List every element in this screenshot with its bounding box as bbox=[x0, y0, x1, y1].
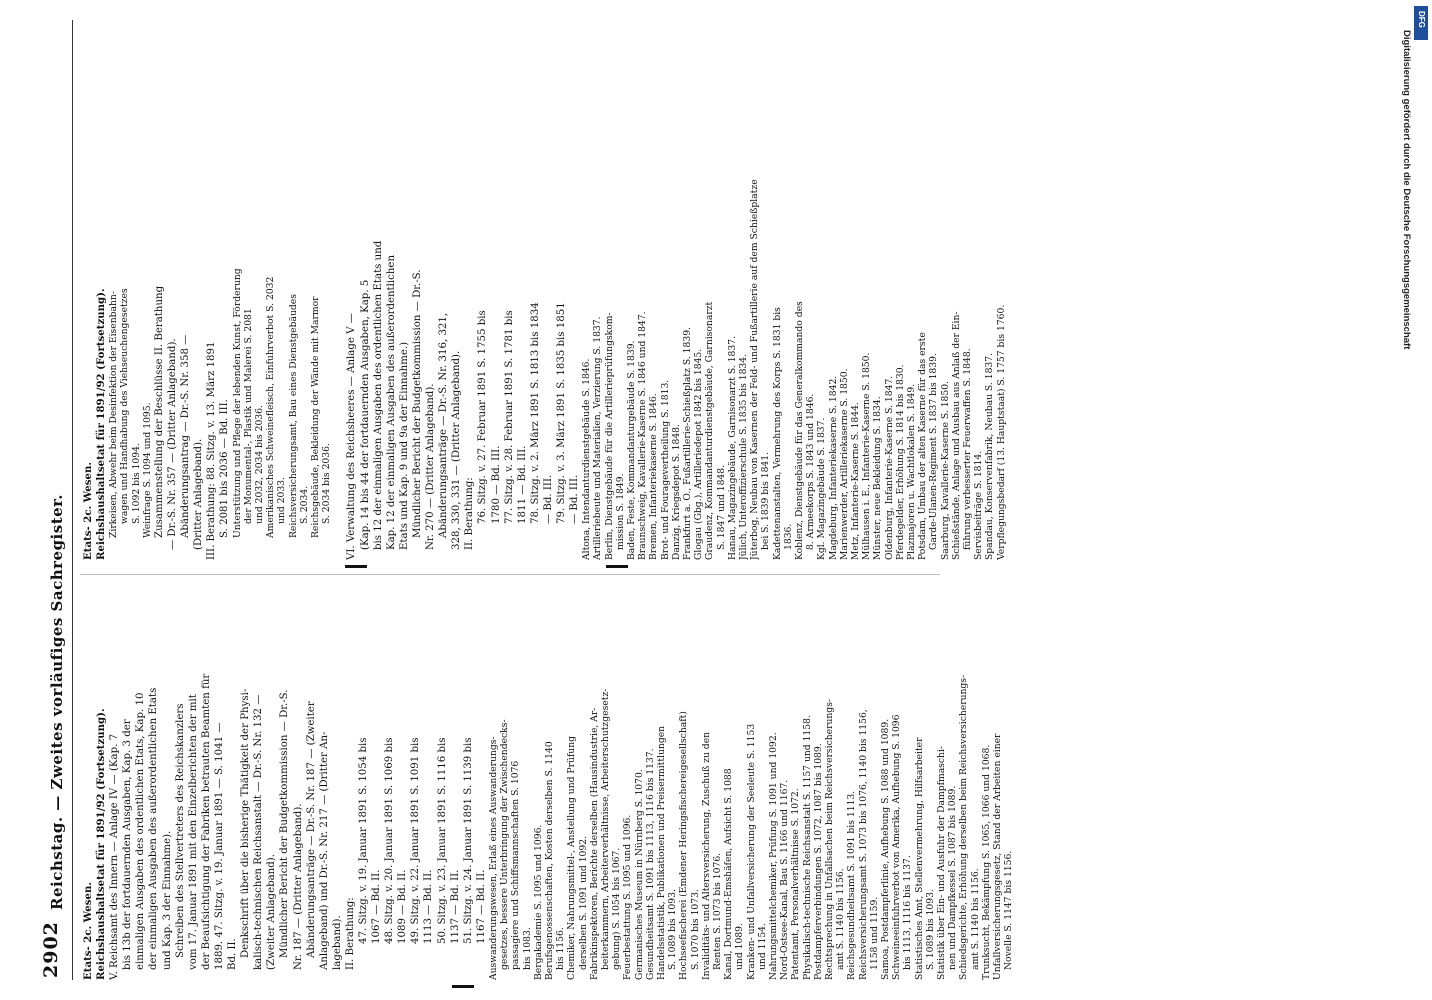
text-line: Münster, neue Bekleidung S. 1834. bbox=[872, 396, 884, 560]
text-line: 1167 — Bd. II. bbox=[475, 869, 487, 944]
text-line: bei S. 1839 bis 1841. bbox=[760, 451, 772, 550]
text-line: Kranken- und Unfallversicherung der Seeleute S. 1153 bbox=[745, 723, 757, 980]
text-line: amt S. 1140 bis 1156. bbox=[969, 868, 981, 970]
text-line: II. Berathung: bbox=[464, 477, 476, 550]
text-line: Denkschrift über die bisherige Thätigkeit der Physi- bbox=[240, 688, 252, 958]
text-line: Mündlicher Bericht der Budgetkommission — Dr.-S. bbox=[411, 269, 423, 538]
text-line: Hochseefischerei (Emdener Heringsfischereigesellschaft) bbox=[678, 711, 690, 980]
text-line: Rechtsprechung in Unfallsachen beim Reichsversicherungs- bbox=[824, 698, 835, 980]
text-line: 1113 — Bd. II. bbox=[423, 869, 435, 944]
text-line: Anlageband) und Dr.-S. Nr. 217 — (Dritter An- bbox=[318, 731, 330, 970]
text-line: Frankfurt a. O., Fußartillerie-Schießplatz S. 1839. bbox=[682, 327, 693, 560]
text-line: Abänderungsanträge — Dr.-S. Nr. 187 — (Zweiter bbox=[305, 701, 317, 958]
text-line: Reichsgebäude, Bekleidung der Wände mit Marmor bbox=[309, 296, 321, 538]
text-line: Renten S. 1073 bis 1076. bbox=[711, 852, 723, 970]
text-line: gebung) S. 1054 bis 1067. bbox=[611, 847, 623, 970]
text-line: II. Berathung: bbox=[344, 897, 356, 970]
text-line: Novelle S. 1147 bis 1156. bbox=[1003, 850, 1015, 970]
text-line: und 1089. bbox=[734, 923, 746, 970]
text-line: Spandau, Konservenfabrik, Neubau S. 1837. bbox=[984, 352, 996, 560]
text-line: Zirkeisen, Abwehr beim Desinfektion der Eisenbahn- bbox=[108, 291, 120, 538]
text-line: Koblenz, Dienstgebäude für das Generalkommando des bbox=[794, 301, 806, 560]
running-head: Reichstag. — Zweites vorläufiges Sachregister. bbox=[48, 494, 66, 910]
text-line: 1836. bbox=[782, 523, 794, 550]
text-line: wagen und Handhabung des Viehseuchengesetzes bbox=[119, 288, 131, 524]
text-line: 328, 330, 331 — (Dritter Anlageband). bbox=[451, 350, 463, 550]
text-line: Schweineeinfuhrverbot von Amerika, Aufhebung S. 1096 bbox=[891, 714, 903, 980]
text-line: Invaliditäts- und Altersversicherung, Zuschuß zu den bbox=[700, 731, 712, 980]
text-line: Etats- 2c. Wesen. bbox=[82, 882, 94, 980]
text-line: Gesundheitsamt S. 1091 bis 1113, 1116 bis 1137. bbox=[644, 748, 656, 980]
text-line: Bergakademie S. 1095 und 1096. bbox=[532, 824, 544, 980]
text-line: Altona, Intendanturdienstgebäude S. 1846. bbox=[581, 358, 593, 560]
text-line: Reichshaushaltsetat für 1891/92 (Fortsetzung). bbox=[95, 288, 108, 560]
text-line: Chemiker, Nahrungsmittel-, Anstellung und Prüfung bbox=[566, 735, 578, 980]
margin-marker bbox=[606, 565, 628, 568]
text-line: Etats und Kap. 9 und 9a der Einnahme.) bbox=[398, 341, 410, 550]
text-line: (Zweiter Anlageband). bbox=[266, 854, 278, 970]
text-line: 1780 — Bd. III. bbox=[490, 445, 502, 524]
text-line: — Bd. III. bbox=[569, 474, 581, 524]
text-line: und 1154. bbox=[756, 923, 768, 970]
left-column bbox=[82, 588, 1014, 980]
footer-text: Digitalisierung gefördert durch die Deutsche Forschungsgemeinschaft bbox=[1401, 30, 1412, 350]
text-line: derselben S. 1091 und 1092. bbox=[577, 835, 589, 970]
text-line: Etats- 2c. Wesen. bbox=[82, 462, 94, 560]
text-line: kalisch-technischen Reichsanstalt — Dr.-S. Nr. 132 — bbox=[253, 694, 265, 970]
text-line: S. 1092 bis 1094. bbox=[130, 443, 142, 524]
text-line: Fabrikinspektoren, Berichte derselben (Hausindustrie, Ar- bbox=[588, 707, 600, 980]
text-line: der einmaligen Ausgaben des außerordentlichen Etats bbox=[148, 687, 160, 970]
text-line: Auswanderungswesen, Erlaß eines Auswanderungs- bbox=[487, 736, 499, 980]
text-line: Berlin, Dienstgebäude für die Artillerieprüfungskom- bbox=[603, 312, 615, 560]
text-line: Trunksucht, Bekämpfung S. 1065, 1066 und 1068. bbox=[980, 744, 992, 980]
text-line: Patentamt, Personalverhältnisse S. 1072. bbox=[790, 788, 802, 980]
text-line: Unterstützung und Pflege der lebenden Kunst, Förderung bbox=[231, 268, 243, 538]
text-line: Plazmajoren u. Wachtlokalen S. 1849. bbox=[906, 383, 918, 560]
text-line: Hanau, Magazingebäude, Garnisonarzt S. 1837. bbox=[726, 336, 738, 560]
text-line: Servisbeiträge S. 1814. bbox=[973, 450, 985, 560]
text-line: 1137 — Bd. II. bbox=[449, 869, 461, 944]
text-line: und Kap. 3 der Einnahme). bbox=[161, 830, 173, 970]
text-line: Danzig, Kriegsdepot S. 1848. bbox=[670, 424, 682, 560]
text-line: 1158 und 1159. bbox=[868, 896, 880, 970]
text-line: 79. Sitzg. v. 3. März 1891 S. 1835 bis 1851 bbox=[555, 302, 567, 524]
text-line: der Monumental-, Plastik und Malerei S. 2081 bbox=[242, 308, 254, 524]
text-line: Bremen, Infanteriekaserne S. 1846. bbox=[648, 393, 660, 560]
text-line: V. Reichsamt des Innern — Anlage IV — (Kap. 7 bbox=[109, 733, 121, 980]
text-line: Verpflegungsbedarf (13. Hauptstaat) S. 1757 bis 1760. bbox=[995, 304, 1007, 560]
text-line: Reichsversicherungsamt S. 1073 bis 1076, 1140 bis 1156, bbox=[857, 709, 869, 980]
text-line: 8. Armeekorps S. 1843 und 1846. bbox=[805, 393, 817, 550]
text-line: 49. Sitzg. v. 22. Januar 1891 S. 1091 bis bbox=[410, 737, 422, 944]
text-line: Kgl. Magazingebäude S. 1837. bbox=[816, 417, 828, 560]
text-line: bis 1113, 1116 bis 1137. bbox=[902, 855, 914, 970]
text-line: S. 1070 bis 1073. bbox=[689, 889, 701, 970]
page-number: 2902 bbox=[40, 921, 62, 978]
text-line: Statistisches Amt, Stellenvermehrung, Hilfsarbeiter bbox=[913, 737, 925, 980]
text-line: Berufsgenossenschaften, Kosten derselben S. 1140 bbox=[543, 741, 555, 980]
text-line: Schiedsgerichte, Erhöhung derselben beim Reichsversicherungs- bbox=[958, 674, 970, 980]
text-line: Jülich, Unteroffizierschule S. 1835 bis 1834. bbox=[738, 353, 750, 560]
text-line: Kap. 12 der einmaligen Ausgaben des außerordentlichen bbox=[385, 254, 397, 550]
text-line: Schießstände, Anlage und Ausbau aus Anlaß der Ein- bbox=[950, 311, 962, 560]
text-line: Zusammenstellung der Beschlüsse II. Berathung bbox=[154, 285, 165, 538]
text-line: — Bd. III. bbox=[542, 474, 554, 524]
text-line: mission S. 1849. bbox=[614, 473, 626, 550]
text-line: Nr. 187 — (Dritter Anlageband). bbox=[292, 803, 304, 970]
text-line: Reichsgesundheitsamt S. 1091 bis 1113. bbox=[846, 790, 858, 980]
text-line: Kanal, Dortmund-Emshäfen, Aufsicht S. 1088 bbox=[723, 768, 735, 980]
text-line: Glogau (Gbg.), Artilleriedepot 1842 bis 1845. bbox=[693, 348, 705, 560]
text-line: Germanisches Museum in Nürnberg S. 1070. bbox=[633, 769, 645, 980]
text-line: bis 1156. bbox=[555, 927, 567, 970]
text-line: 76. Sitzg. v. 27. Februar 1891 S. 1755 bis bbox=[477, 310, 489, 524]
margin-marker bbox=[452, 985, 474, 988]
text-line: Magdeburg, Infanteriekaserne S. 1842. bbox=[827, 375, 839, 560]
text-line: 78. Sitzg. v. 2. März 1891 S. 1813 bis 1834 bbox=[529, 302, 541, 524]
text-line: beiterkammern, Arbeiterverhältnisse, Arbeiterschutzgesetz- bbox=[599, 688, 611, 970]
text-line: Bd. II. bbox=[227, 938, 239, 970]
text-line: 77. Sitzg. v. 28. Februar 1891 S. 1781 bis bbox=[503, 310, 515, 524]
text-line: S. 2034 bis 2036. bbox=[321, 443, 333, 524]
text-line: Jüterbog, Neubau von Kasernen der Feld- und Fußartillerie auf dem Schießplatze bbox=[749, 179, 761, 560]
text-line: III. Berathung: 88. Sitzg. v. 13. März 1891 bbox=[206, 341, 218, 560]
text-line: — Dr.-S. Nr. 357 — (Dritter Anlageband). bbox=[167, 338, 179, 550]
text-line: passagiere und Schiffsmannschaften S. 1076 bbox=[510, 760, 522, 970]
text-line: VI. Verwaltung des Reichsheeres — Anlage V — bbox=[346, 313, 358, 560]
text-line: S. 2034. bbox=[298, 485, 310, 524]
text-line: Handelsstatistik, Publikationen und Preisermittlungen bbox=[655, 725, 667, 980]
text-line: Pferdegelder, Erhöhung S. 1814 bis 1830. bbox=[894, 364, 906, 560]
text-line: Samoa, Postdampferlinie, Aufhebung S. 1088 und 1089. bbox=[880, 718, 892, 980]
text-line: 1089 — Bd. II. bbox=[397, 869, 409, 944]
text-line: (Dritter Anlageband). bbox=[193, 438, 205, 550]
text-line: (Kap. 14 bis 44 der fortdauernden Ausgaben, Kap. 5 bbox=[359, 279, 371, 550]
text-line: lageband). bbox=[331, 915, 343, 970]
text-line: gesetzes, bessere Unterbringung der Zwischendecks- bbox=[499, 719, 511, 970]
text-line: S. 2081 bis 2036 — Bd. III. bbox=[219, 399, 231, 538]
text-line: Amerikanisches Schweinefleisch, Einfuhrverbot S. 2032 bbox=[265, 276, 277, 538]
text-line: Metz, Infanterie-Kaserne S. 1844. bbox=[850, 402, 862, 560]
text-line: Abänderungsanträge — Dr.-S. Nr. 316, 321, bbox=[438, 312, 450, 538]
text-line: Reichsversicherungsamt, Bau eines Dienstgebäudes bbox=[287, 294, 299, 538]
header-rule bbox=[72, 20, 73, 980]
text-line: Schreiben des Stellvertreters des Reichskanzlers bbox=[174, 703, 186, 958]
text-line bbox=[332, 168, 345, 560]
text-line: 1889. 47. Sitzg. v. 19. Januar 1891 — S. 1041 — bbox=[213, 722, 225, 970]
text-line: 1067 — Bd. II. bbox=[371, 869, 383, 944]
text-line: Abänderungsantrag — Dr.-S. Nr. 358 — bbox=[180, 334, 192, 538]
text-line: Marienwerder, Artilleriekaserne S. 1850. bbox=[838, 368, 850, 560]
text-line: Nord-Ostsee-Kanal, Bau S. 1166 und 1167. bbox=[779, 779, 791, 980]
column-divider bbox=[80, 574, 940, 575]
text-line: Artilleriebeute und Materialien, Verzierung S. 1837. bbox=[592, 316, 604, 560]
text-line: und 2032, 2034 bis 2036. bbox=[253, 405, 265, 524]
text-line: einmaligen Ausgaben des ordentlichen Etats, Kap. 10 bbox=[135, 692, 147, 970]
margin-marker bbox=[345, 565, 367, 568]
text-line: Statistik über Ein- und Ausfuhr der Dampfmaschi- bbox=[936, 746, 948, 980]
text-line: Potsdam, Umbau der alten Kaserne für das erste bbox=[917, 332, 929, 560]
text-line: führung verbesserter Feuerwaffen S. 1848. bbox=[962, 348, 974, 550]
text-line: Reichshaushaltsetat für 1891/92 (Fortsetzung). bbox=[95, 708, 108, 980]
text-line: 1811 — Bd. III. bbox=[516, 445, 528, 524]
text-line: bis 13b der fortdauernden Ausgaben, Kap. 3 der bbox=[122, 719, 134, 970]
text-line: Brot- und Fouragevertheilung S. 1813. bbox=[659, 379, 671, 560]
text-line: Postdampferverbindungen S. 1072, 1087 bis 1089. bbox=[812, 743, 824, 980]
text-line: der Beaufsichtigung der Fabriken betrauten Beamten für bbox=[200, 673, 212, 970]
text-line: und 2033. bbox=[276, 477, 288, 524]
text-line: Physikalisch-technische Reichsanstalt S. 1157 und 1158. bbox=[801, 715, 813, 980]
text-line: Weinfrage S. 1094 und 1095. bbox=[141, 402, 153, 538]
text-line: Nahrungsmittelchemiker, Prüfung S. 1091 und 1092. bbox=[767, 732, 779, 980]
dfg-logo bbox=[1414, 6, 1428, 40]
text-line: nen und Dampfkessel S. 1087 bis 1089. bbox=[947, 785, 959, 970]
text-line: Graudenz, Kommandanturdienstgebäude, Garnisonarzt bbox=[704, 301, 716, 560]
text-line: Garde-Ulanen-Regiment S. 1837 bis 1839. bbox=[928, 353, 940, 550]
text-line: Unfallversicherungsgesetz, Stand der Arbeiten einer bbox=[992, 733, 1004, 980]
text-line: bis 12 der einmaligen Ausgaben des ordentlichen Etats und bbox=[372, 240, 384, 550]
text-line: 50. Sitzg. v. 23. Januar 1891 S. 1116 bis bbox=[436, 737, 448, 944]
right-column bbox=[82, 168, 1007, 560]
text-line: Saarburg, Kavallerie-Kaserne S. 1850. bbox=[939, 380, 951, 560]
text-line: S. 1847 und 1848. bbox=[715, 464, 727, 550]
text-line: Mülhausen i. E., Infanterie-Kaserne S. 1850. bbox=[861, 352, 873, 560]
text-line: bis 1083. bbox=[521, 927, 533, 970]
text-line: Braunschweig, Kavallerie-Kaserne S. 1846 und 1847. bbox=[637, 311, 649, 560]
text-line: amt S. 1140 bis 1156. bbox=[835, 868, 847, 970]
text-line: Mündlicher Bericht der Budgetkommission — Dr.-S. bbox=[279, 689, 291, 958]
text-line: S. 1089 bis 1093. bbox=[924, 889, 936, 970]
text-line: S. 1089 bis 1093. bbox=[667, 889, 679, 970]
text-line: Oldenburg, Infanterie-Kaserne S. 1847. bbox=[883, 375, 895, 560]
text-line: 48. Sitzg. v. 20. Januar 1891 S. 1069 bis bbox=[384, 737, 396, 944]
text-line: vom 17. Januar 1891 mit den Einzelberichten der mit bbox=[187, 694, 199, 970]
dfg-logo-text: DFG bbox=[1417, 11, 1426, 28]
text-line: 47. Sitzg. v. 19. Januar 1891 S. 1054 bis bbox=[357, 737, 369, 944]
text-line: Kadettenanstalten, Vermehrung des Korps S. 1831 bis bbox=[771, 307, 783, 560]
text-line: Baden, Feste, Kommandanturgebäude S. 1839. bbox=[625, 340, 637, 560]
text-line: Nr. 270 — (Dritter Anlageband). bbox=[425, 383, 437, 550]
text-line: Feuerbestattung S. 1095 und 1096. bbox=[622, 814, 634, 980]
text-line: 51. Sitzg. v. 24. Januar 1891 S. 1139 bis bbox=[462, 737, 474, 944]
